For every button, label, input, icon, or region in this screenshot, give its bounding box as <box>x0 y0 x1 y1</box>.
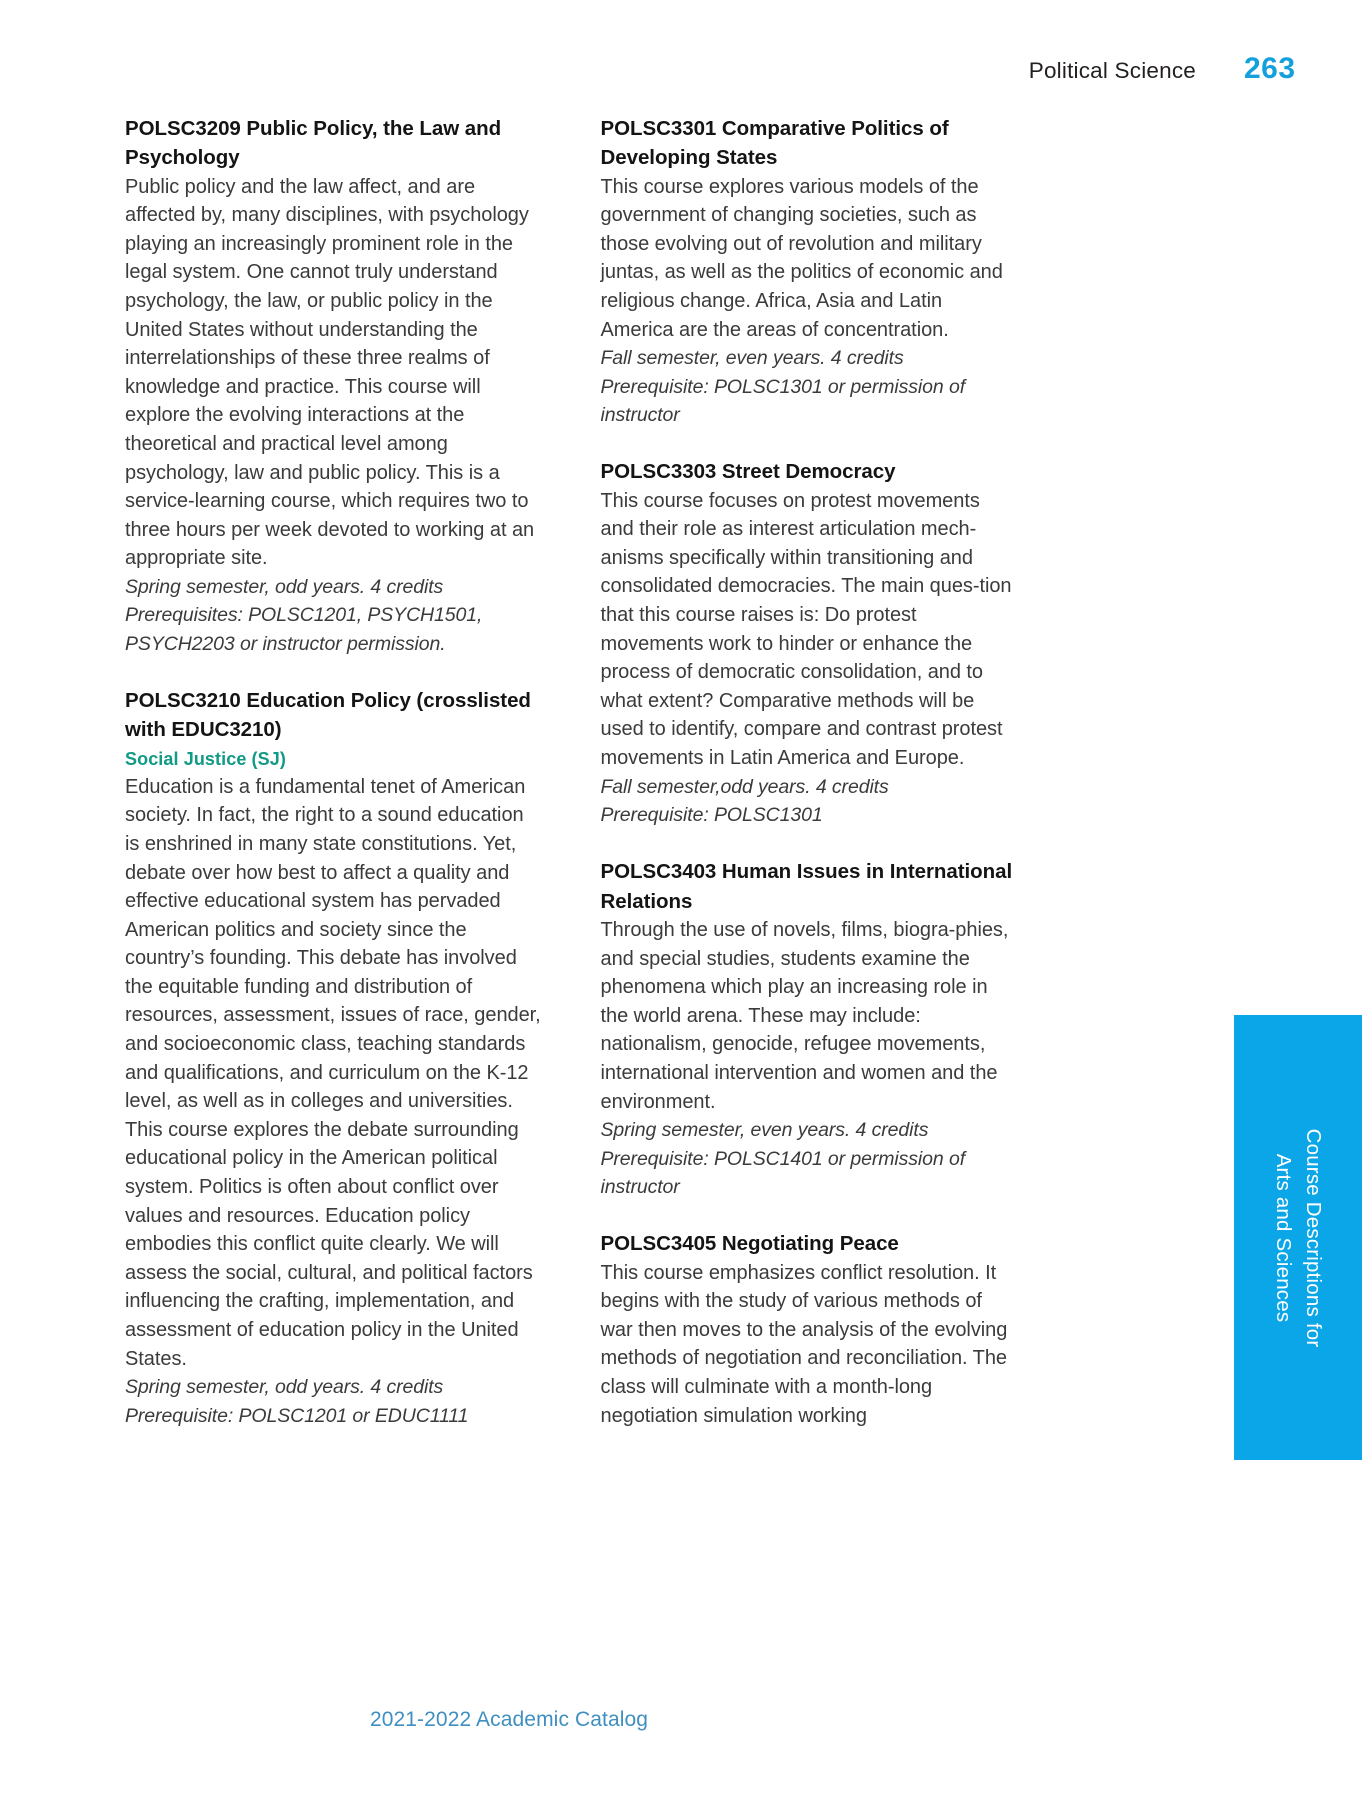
course-prerequisite: Prerequisite: POLSC1301 or permission of instructor <box>600 375 966 426</box>
course-entry <box>601 114 1019 429</box>
course-title: POLSC3303 Street Democracy <box>600 460 896 484</box>
page-header <box>0 52 1362 92</box>
side-tab-line-2: Arts and Sciences <box>1272 1153 1295 1322</box>
footer-catalog-label: 2021-2022 Academic Catalog <box>369 1708 649 1731</box>
course-entry <box>125 114 543 658</box>
course-entry <box>125 686 543 1430</box>
course-entry <box>601 457 1019 829</box>
course-entry <box>601 1229 1019 1430</box>
course-attribute-tag: Social Justice (SJ) <box>125 748 286 769</box>
side-tab-line-1: Course Descriptions for <box>1302 1128 1325 1347</box>
left-column <box>125 114 543 1430</box>
course-title: POLSC3403 Human Issues in International Relations <box>600 860 1013 913</box>
course-title: POLSC3405 Negotiating Peace <box>600 1232 899 1256</box>
content-columns <box>125 114 1018 1430</box>
course-description: Education is a fundamental tenet of American society. In fact, the right to a sound education is enshrined in many state constitutions. Yet, debate over how best to affect a quality and effective educational system has pervaded American politics and society since the country’s founding. This debate has involved the equitable funding and distribution of resources, assessment, issues of race, gender, and socioeconomic class, teaching standards and qualifications, and curriculum on the K-12 level, as well as in colleges and universities. This course explores the debate surrounding educational policy in the American political system. Politics is often about conflict over values and resources. Education policy embodies this conflict quite clearly. We will assess the social, cultural, and political factors influencing the crafting, implementation, and assessment of education policy in the United States. <box>125 775 541 1370</box>
course-term: Fall semester,odd years. 4 credits <box>600 775 889 798</box>
course-description: Through the use of novels, films, biogra-phies, and special studies, students examine the phenomena which play an increasing role in the world arena. These may include: nationalism, genocide, refugee movements, international intervention and women and the environment. <box>600 919 1009 1113</box>
course-term: Spring semester, odd years. 4 credits <box>125 575 444 598</box>
course-description: This course focuses on protest movements and their role as interest articulation mech-anisms specifically within transitioning and consolidated democracies. The main ques-tion that this course raises is: Do protest movements work to hinder or enhance the process of democratic consolidation, and to what extent? Comparative methods will be used to identify, compare and contrast protest movements in Latin America and Europe. <box>600 489 1012 770</box>
course-prerequisite: Prerequisite: POLSC1201 or EDUC1111 <box>125 1404 469 1427</box>
course-term: Spring semester, odd years. 4 credits <box>125 1376 444 1399</box>
header-section-title: Political Science <box>1028 58 1196 83</box>
course-title: POLSC3210 Education Policy (crosslisted with EDUC3210) <box>125 689 531 742</box>
course-description: This course emphasizes conflict resolution. It begins with the study of various methods of war then moves to the analysis of the evolving methods of negotiation and reconciliation. The class will culminate with a month-long negotiation simulation working <box>600 1261 1008 1427</box>
course-prerequisite: Prerequisite: POLSC1401 or permission of instructor <box>600 1147 966 1198</box>
page-footer <box>0 1708 1362 1732</box>
course-term: Fall semester, even years. 4 credits <box>600 347 904 370</box>
page-number: 263 <box>1244 52 1296 85</box>
course-prerequisite: Prerequisites: POLSC1201, PSYCH1501, PSYCH2203 or instructor permission. <box>125 604 483 655</box>
side-tab-label <box>1268 1023 1328 1453</box>
course-description: Public policy and the law affect, and are affected by, many disciplines, with psychology playing an increasingly prominent role in the legal system. One cannot truly understand psychology, the law, or public policy in the United States without understanding the interrelationships of these three realms of knowledge and practice. This course will explore the evolving interactions at the theoretical and practical level among psychology, law and public policy. This is a service-learning course, which requires two to three hours per week devoted to working at an appropriate site. <box>125 175 535 570</box>
course-title: POLSC3209 Public Policy, the Law and Psychology <box>125 117 502 170</box>
course-title: POLSC3301 Comparative Politics of Developing States <box>600 117 949 170</box>
course-entry <box>601 857 1019 1201</box>
course-description: This course explores various models of the government of changing societies, such as those evolving out of revolution and military juntas, as well as the politics of economic and religious change. Africa, Asia and Latin America are the areas of concentration. <box>600 175 1003 341</box>
course-prerequisite: Prerequisite: POLSC1301 <box>600 804 823 827</box>
right-column <box>601 114 1019 1430</box>
course-term: Spring semester, even years. 4 credits <box>600 1119 929 1142</box>
section-side-tab <box>1234 1015 1362 1460</box>
